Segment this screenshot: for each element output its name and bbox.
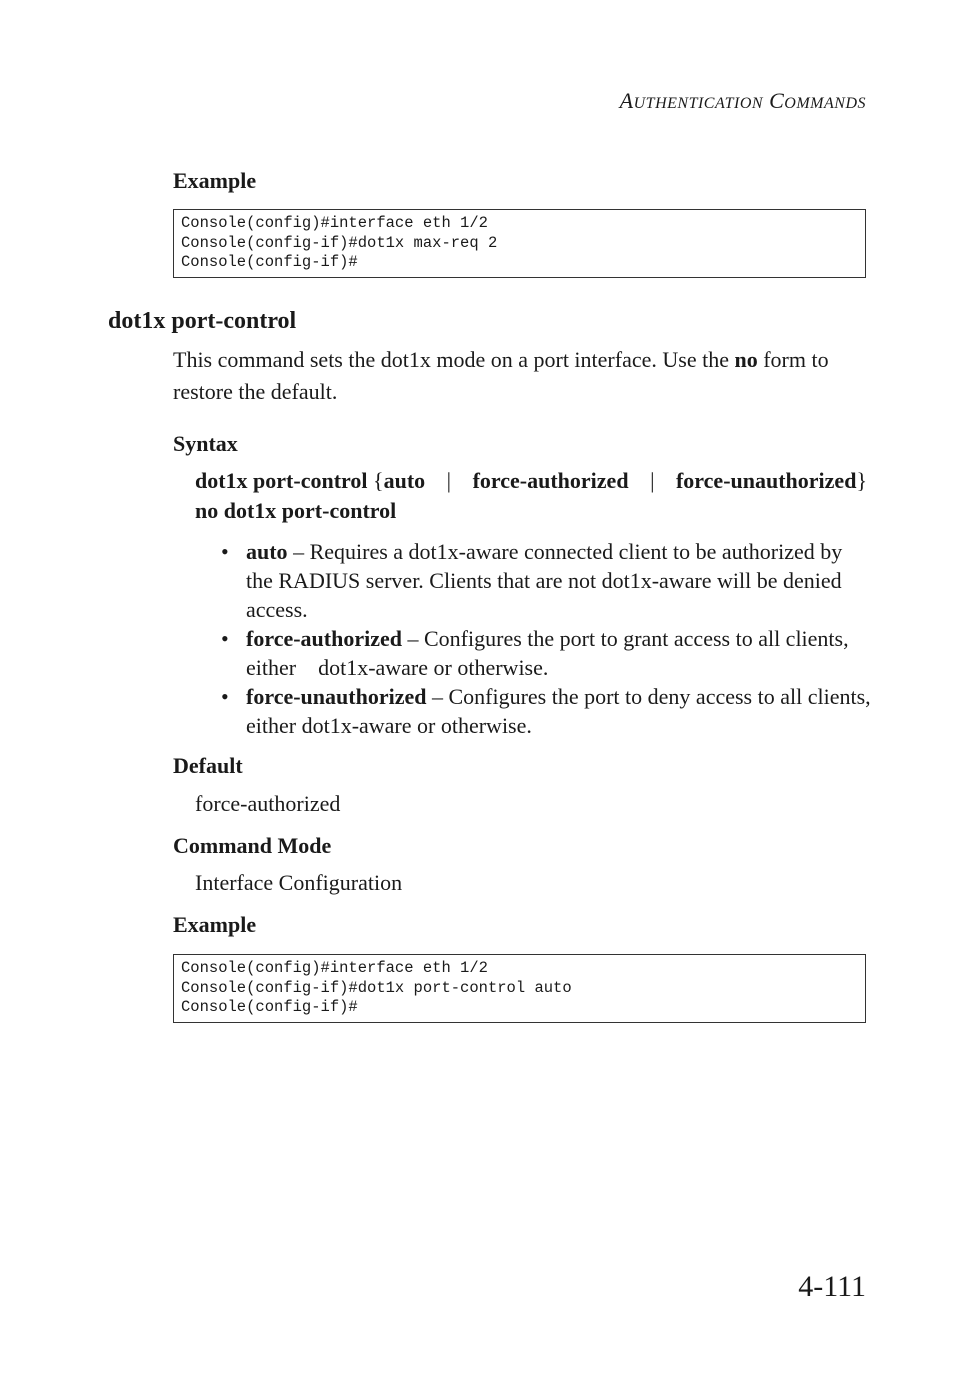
list-item: • force-authorized – Configures the port to grant access to all clients, either dot1x-aware or otherwise. [221, 626, 855, 680]
running-header: AUTHENTICATION COMMANDS [619, 88, 866, 113]
list-item: • force-unauthorized – Configures the port to deny access to all clients, either dot1x-aware or otherwise. [221, 684, 871, 738]
option-list [221, 537, 871, 740]
syntax-heading: Syntax [173, 431, 238, 456]
page-number: 4-111 [798, 1270, 866, 1303]
command-title: dot1x port-control [108, 308, 297, 334]
code-line: Console(config-if)# [181, 998, 358, 1016]
command-mode-value: Interface Configuration [195, 870, 403, 895]
default-heading: Default [173, 753, 243, 778]
code-line: Console(config)#interface eth 1/2 [181, 959, 488, 977]
code-line: Console(config-if)#dot1x port-control auto [181, 978, 572, 997]
syntax-line-1: dot1x port-control {auto | force-authorized | force-unauthorized} [195, 468, 867, 493]
code-block-1 [173, 209, 866, 278]
example-heading-1: Example [173, 168, 257, 193]
code-line: Console(config-if)# [181, 253, 358, 271]
command-description: This command sets the dot1x mode on a port interface. Use the no form to restore the default. [173, 347, 829, 404]
list-item: • auto – Requires a dot1x-aware connected client to be authorized by the RADIUS server. Clients that are not dot1x-aware will be denied access. [221, 539, 843, 622]
bullet-icon: • [221, 684, 229, 709]
code-line: Console(config-if)#dot1x max-req 2 [181, 233, 498, 252]
code-block-2 [173, 954, 866, 1023]
bullet-icon: • [221, 539, 229, 564]
syntax-line-2: no dot1x port-control [195, 497, 397, 523]
bullet-icon: • [221, 626, 229, 651]
command-mode-heading: Command Mode [173, 833, 332, 858]
code-line: Console(config)#interface eth 1/2 [181, 214, 488, 232]
syntax-block [195, 466, 867, 525]
default-value: force-authorized [195, 791, 341, 816]
example-heading-2: Example [173, 912, 257, 937]
